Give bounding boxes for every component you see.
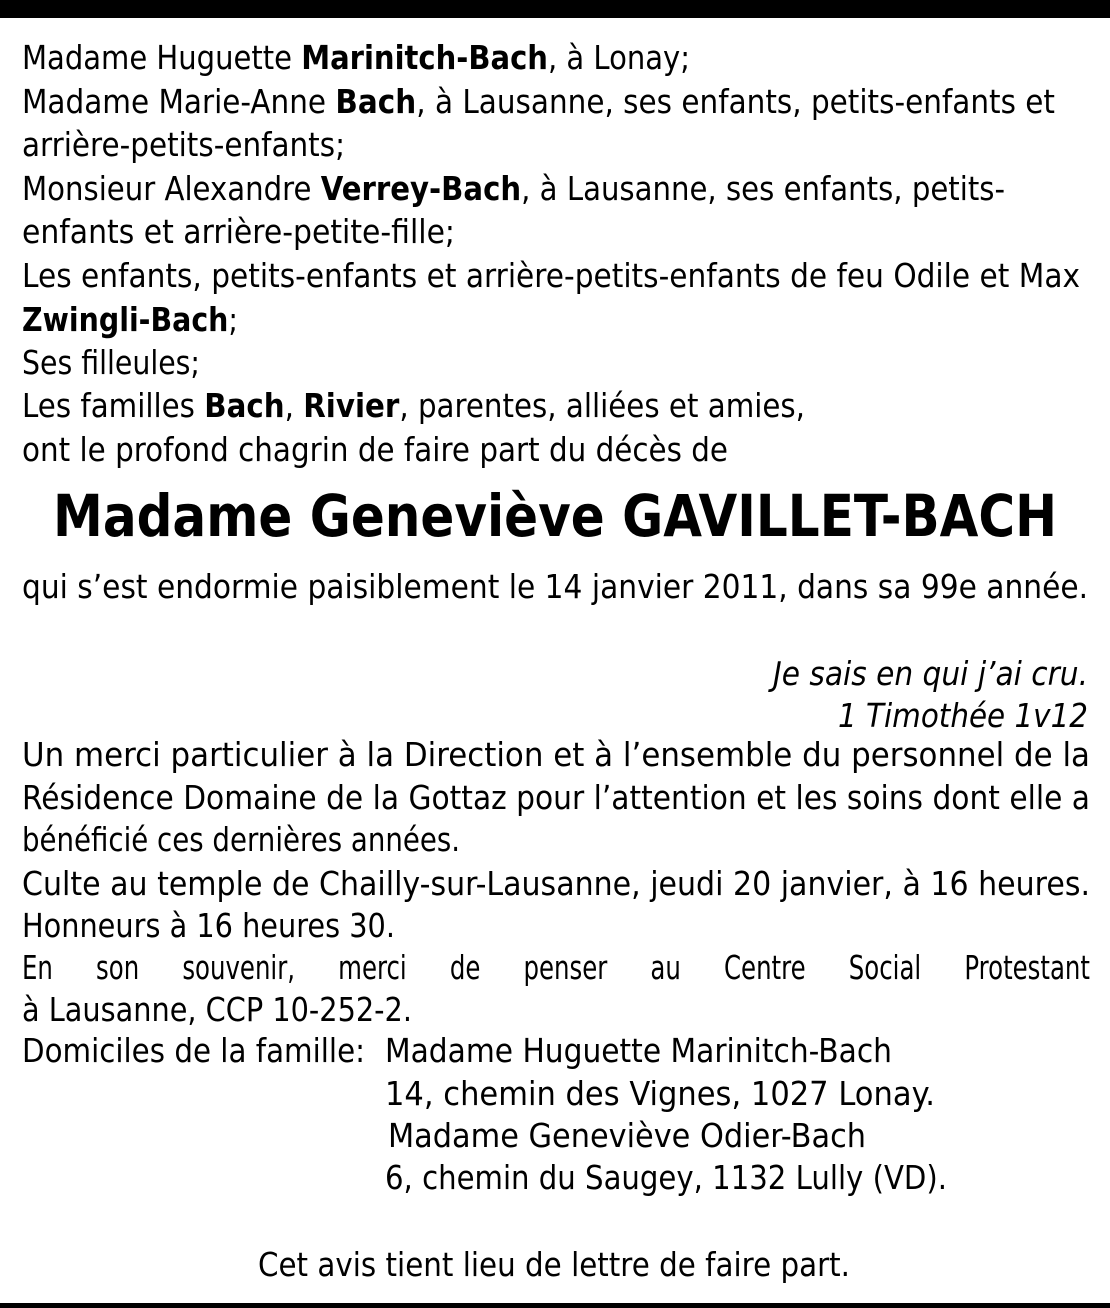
family-line: Les familles Bach, Rivier, parentes, alliées et amies, (22, 386, 805, 425)
donation-line: à Lausanne, CCP 10-252-2. (22, 990, 412, 1029)
bottom-border (0, 1303, 1110, 1308)
verse-reference: 1 Timothée 1v12 (838, 696, 1088, 735)
family-line: Les enfants, petits-enfants et arrière-petits-enfants de feu Odile et Max (22, 256, 1080, 295)
family-line: Madame Marie-Anne Bach, à Lausanne, ses enfants, petits-enfants et (22, 82, 1056, 121)
deceased-name: Madame Geneviève GAVILLET-BACH (53, 482, 1057, 550)
address-line: 14, chemin des Vignes, 1027 Lonay. (385, 1074, 935, 1113)
address-line: Madame Huguette Marinitch-Bach (385, 1031, 892, 1070)
verse: Je sais en qui j’ai cru. (773, 654, 1088, 693)
address-line: 6, chemin du Saugey, 1132 Lully (VD). (385, 1158, 947, 1197)
top-border (0, 0, 1110, 18)
family-line: Madame Huguette Marinitch-Bach, à Lonay; (22, 38, 690, 77)
family-line: Zwingli-Bach; (22, 300, 238, 339)
family-line: Monsieur Alexandre Verrey-Bach, à Lausanne, ses enfants, petits- (22, 169, 1005, 208)
thanks-line: Résidence Domaine de la Gottaz pour l’attention et les soins dont elle a (22, 778, 1090, 817)
death-line: qui s’est endormie paisiblement le 14 janvier 2011, dans sa 99e année. (22, 567, 1088, 606)
address-line: Madame Geneviève Odier-Bach (388, 1116, 866, 1155)
service-line: Culte au temple de Chailly-sur-Lausanne, jeudi 20 janvier, à 16 heures. (22, 864, 1090, 903)
honours-line: Honneurs à 16 heures 30. (22, 906, 395, 945)
thanks-line: bénéficié ces dernières années. (22, 820, 460, 859)
family-line: arrière-petits-enfants; (22, 125, 345, 164)
footer-note: Cet avis tient lieu de lettre de faire part. (258, 1245, 850, 1284)
donation-line: En son souvenir, merci de penser au Centre Social Protestant (22, 948, 1090, 987)
family-line: ont le profond chagrin de faire part du décès de (22, 430, 728, 469)
family-line: enfants et arrière-petite-fille; (22, 212, 455, 251)
domiciles-label: Domiciles de la famille: (22, 1031, 365, 1070)
family-line: Ses filleules; (22, 343, 200, 382)
thanks-line: Un merci particulier à la Direction et à l’ensemble du personnel de la (22, 735, 1090, 774)
